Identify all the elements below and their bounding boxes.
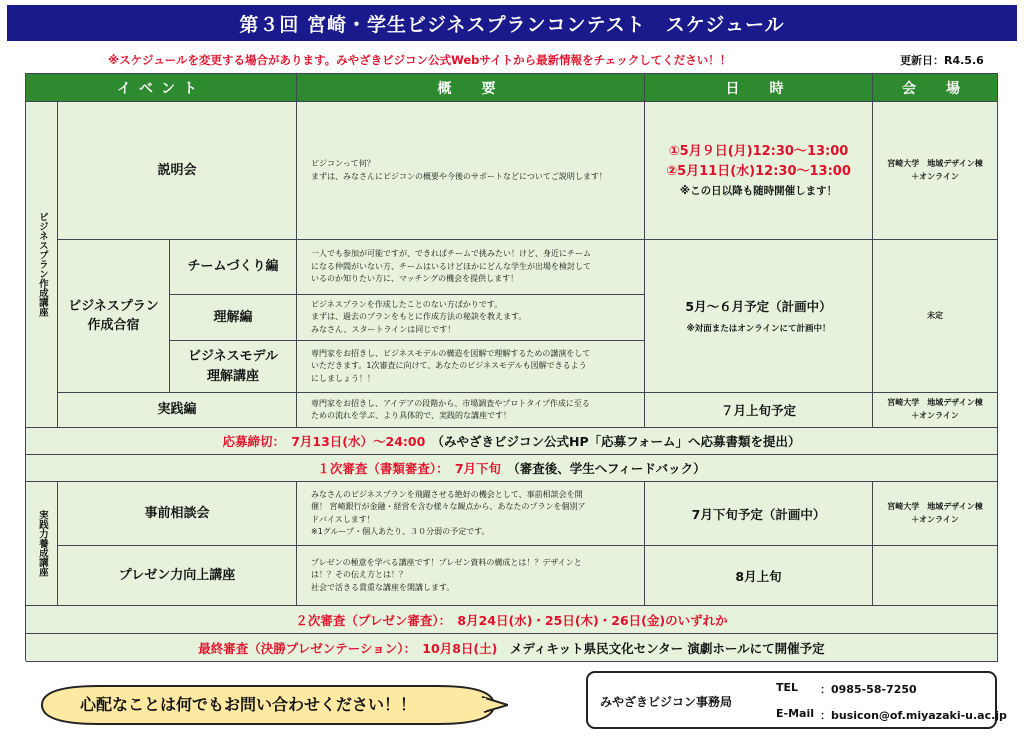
second-review-band [26,606,998,634]
schedule-table [25,73,998,661]
second-review-date: ２次審査（プレゼン審査）： 8月24日(水)・25日(木)・26日(金)のいずれか [295,612,728,628]
desc-model [297,341,645,393]
tel-number: ：0985-58-7250 [820,683,917,696]
section-practice-text: 実践力養成講座 [36,510,48,577]
deadline-band [26,428,998,455]
venue-line: 宮崎大学 地域デザイン棟 [887,501,983,511]
date-briefing [645,102,873,240]
desc-line: にしましょう！！ [311,373,375,383]
final-review-venue: メディキット県民文化センター 演劇ホールにて開催予定 [497,640,825,656]
office-name: みやざきビジコン事務局 [600,695,733,709]
desc-line: 催！ 宮崎銀行が金融・経営を含む様々な観点から、あなたのプランを個別ア [311,502,586,512]
change-notice: ※スケジュールを変更する場合があります。みやざきビジコン公式Webサイトから最新情報をチェックしてください！！ [108,53,732,67]
desc-line: 社会で活きる貴重な講座を開講します。 [311,582,455,592]
contact-box [586,671,1007,729]
tel-label: TEL [776,681,799,694]
event-briefing: 説明会 [58,102,297,240]
venue-line: ＋オンライン [911,171,959,181]
final-review-band [26,634,998,662]
date-consult: 7月下旬予定（計画中） [645,482,873,546]
date-briefing-2: ②5月11日(水)12:30～13:00 [666,164,851,180]
desc-line: ドバイスします！ [311,514,375,524]
final-review-date: 最終審査（決勝プレゼンテーション）： 10月8日(土) [198,640,498,656]
desc-line: 専門家をお招きし、ビジネスモデルの構造を図解で理解するための講演をして [311,348,591,358]
page-title: 第３回 宮崎・学生ビジネスプランコンテスト スケジュール [7,5,1017,41]
venue-line: 宮崎大学 地域デザイン棟 [887,158,983,168]
desc-line: 一人でも参加が可能ですが、できればチームで挑みたい！けど、身近にチーム [311,249,591,259]
desc-line: になる仲間がいない方、チームはいるけどほかにどんな学生が出場を検討して [311,261,591,271]
venue-line: ＋オンライン [911,411,959,420]
desc-line: ビジコンって何？ [311,159,375,169]
date-camp-text: 5月～６月予定（計画中） [685,298,832,314]
venue-presen [873,546,998,606]
desc-team [297,240,645,295]
date-camp-note: ※対面またはオンラインにて計画中！ [686,324,831,335]
first-review-band [26,455,998,482]
desc-presen [297,546,645,606]
email-label: E-Mail [776,707,814,720]
event-understanding: 理解編 [170,295,297,341]
col-header-venue: 会 場 [873,74,998,102]
date-camp [645,240,873,393]
desc-jissen [297,393,645,428]
desc-briefing [297,102,645,240]
deadline-note: （みやざきビジコン公式HP「応募フォーム」へ応募書類を提出） [425,434,801,449]
date-briefing-note: ※この日以降も随時開催します！ [679,184,838,197]
first-review-date: １次審査（書類審査）： 7月下旬 [317,461,502,476]
date-presen: 8月上旬 [645,546,873,606]
desc-line: みなさんのビジネスプランを飛躍させる絶好の機会として、事前相談会を開 [311,489,583,499]
event-team: チームづくり編 [170,240,297,295]
event-camp [58,240,170,393]
desc-line: は！？その伝え方とは！？ [311,570,407,580]
desc-line: まずは、みなさんにビジコンの概要や今後のサポートなどについてご説明します！ [311,171,607,181]
desc-line: いただきます。1次審査に向けて、あなたのビジネスモデルも図解できるよう [311,361,587,371]
first-review-note: （審査後、学生へフィードバック） [501,461,706,476]
venue-line: 宮崎大学 地域デザイン棟 [887,398,983,408]
venue-jissen [873,393,998,428]
venue-camp: 未定 [873,240,998,393]
section-label-practice [26,482,58,606]
desc-line: ※1グループ・個人あたり、３０分弱の予定です。 [311,526,490,536]
event-presen: プレゼン力向上講座 [58,546,297,606]
event-model-line2: 理解講座 [206,368,259,384]
desc-line: まずは、過去のプランをもとに作成方法の秘訣を教えます。 [311,312,527,322]
col-header-event: イベント [26,74,297,102]
updated-date: 更新日：R4.5.6 [900,54,984,67]
event-model [170,341,297,393]
desc-line: ための流れを学ぶ、より具体的で、実践的な講座です！ [311,411,511,420]
event-jissen: 実践編 [58,393,297,428]
email-address[interactable]: ：busicon@of.miyazaki-u.ac.jp [820,709,1007,722]
desc-consult [297,482,645,546]
section-label-course [26,102,58,428]
col-header-datetime: 日 時 [645,74,873,102]
desc-understanding [297,295,645,341]
camp-label: ビジネスプラン作成合宿 [68,298,159,333]
date-briefing-1: ①5月９日(月)12:30～13:00 [668,144,849,160]
event-consult: 事前相談会 [58,482,297,546]
venue-briefing [873,102,998,240]
venue-line: ＋オンライン [911,514,959,524]
desc-line: ビジネスプランを作成したことのない方ばかりです。 [311,299,503,309]
desc-line: プレゼンの極意を学べる講座です！プレゼン資料の構成とは！？デザインと [311,557,582,567]
bubble-message: 心配なことは何でもお問い合わせください！！ [80,694,417,714]
venue-consult [873,482,998,546]
event-model-line1: ビジネスモデル [188,349,278,364]
desc-line: 専門家をお招きし、アイデアの段階から、市場調査やプロトタイプ作成に至る [311,398,590,408]
desc-line: みなさん、スタートラインは同じです！ [311,324,456,334]
deadline-date: 応募締切： 7月13日(水）～24:00 [222,434,426,449]
date-jissen: ７月上旬予定 [645,393,873,428]
col-header-summary: 概 要 [297,74,645,102]
section-course-text: ビジネスプラン作成講座 [36,212,48,317]
desc-line: いるのか知りたい方に、マッチングの機会を提供します！ [311,274,519,284]
